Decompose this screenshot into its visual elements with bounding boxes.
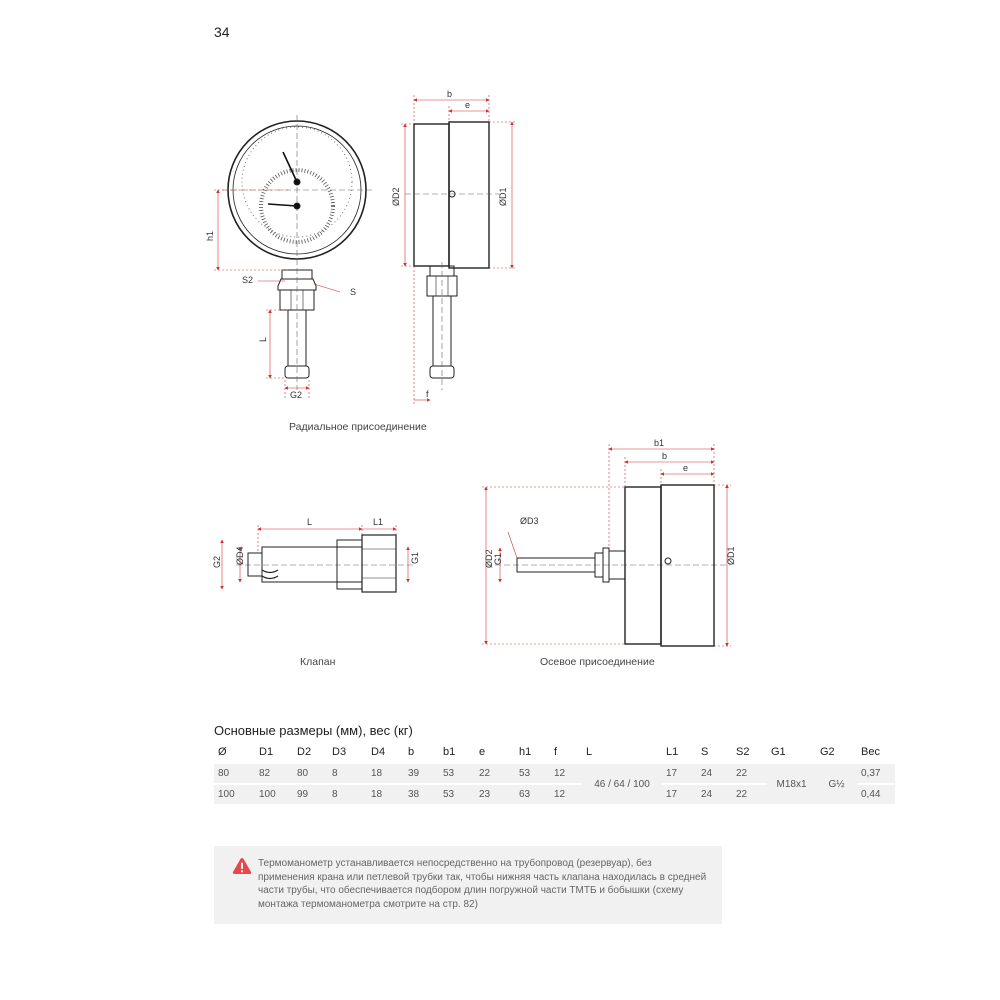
table-row bbox=[214, 764, 895, 783]
table-cell: 18 bbox=[367, 785, 404, 804]
col-header: S bbox=[701, 746, 709, 758]
label-valve-d4: ØD4 bbox=[235, 546, 245, 565]
table-cell: 53 bbox=[439, 764, 475, 783]
table-cell: 38 bbox=[404, 785, 439, 804]
table-cell: 53 bbox=[515, 764, 550, 783]
label-valve-l: L bbox=[307, 517, 313, 527]
page-number: 34 bbox=[214, 24, 230, 40]
table-cell: 53 bbox=[439, 785, 475, 804]
table-cell: 12 bbox=[550, 764, 582, 783]
label-b: b bbox=[447, 89, 453, 99]
col-header: G1 bbox=[771, 746, 786, 758]
table-cell: 22 bbox=[732, 764, 767, 783]
col-header: G2 bbox=[820, 746, 835, 758]
label-d2: ØD2 bbox=[391, 187, 401, 206]
label-axial-g1: G1 bbox=[493, 552, 503, 565]
caption-radial: Радиальное присоединение bbox=[289, 421, 427, 433]
label-axial-d1: ØD1 bbox=[726, 546, 736, 565]
table-cell: 17 bbox=[662, 785, 697, 804]
caption-axial: Осевое присоединение bbox=[540, 656, 655, 668]
warning-icon bbox=[232, 857, 252, 875]
table-cell: 12 bbox=[550, 785, 582, 804]
warning-note bbox=[214, 846, 722, 924]
table-cell: 17 bbox=[662, 764, 697, 783]
table-cell: 24 bbox=[697, 764, 732, 783]
col-header: Вес bbox=[861, 746, 880, 758]
label-valve-g2: G2 bbox=[212, 555, 222, 568]
label-h1: h1 bbox=[205, 230, 215, 241]
axial-dimensions bbox=[482, 444, 731, 646]
axial-view bbox=[486, 485, 730, 646]
label-axial-b1: b1 bbox=[654, 438, 665, 448]
col-header: h1 bbox=[519, 746, 532, 758]
radial-side-dimensions bbox=[401, 95, 516, 405]
col-header: S2 bbox=[736, 746, 750, 758]
label-valve-l1: L1 bbox=[373, 517, 384, 527]
label-f: f bbox=[426, 389, 429, 399]
label-axial-b: b bbox=[662, 451, 668, 461]
label-axial-d2: ØD2 bbox=[484, 549, 494, 568]
table-cell: 99 bbox=[293, 785, 328, 804]
col-header: e bbox=[479, 746, 486, 758]
table-cell: 22 bbox=[475, 764, 515, 783]
table-cell: 8 bbox=[328, 785, 367, 804]
col-header: D1 bbox=[259, 746, 274, 758]
table-cell: 80 bbox=[293, 764, 328, 783]
label-valve-g1: G1 bbox=[410, 551, 420, 564]
col-header: D2 bbox=[297, 746, 312, 758]
table-cell: 39 bbox=[404, 764, 439, 783]
table-cell: 80 bbox=[214, 764, 255, 783]
col-header: f bbox=[554, 746, 558, 758]
label-axial-e: e bbox=[683, 463, 689, 473]
col-header: b1 bbox=[443, 746, 456, 758]
valve-view bbox=[236, 535, 414, 592]
table-cell: 8 bbox=[328, 764, 367, 783]
table-cell: 100 bbox=[214, 785, 255, 804]
label-s2: S2 bbox=[242, 275, 254, 285]
col-header: L bbox=[586, 746, 593, 758]
col-header: D4 bbox=[371, 746, 386, 758]
label-g2: G2 bbox=[290, 390, 303, 400]
table-cell: 82 bbox=[255, 764, 293, 783]
table-cell: 23 bbox=[475, 785, 515, 804]
col-header: L1 bbox=[666, 746, 679, 758]
dimensions-table bbox=[214, 740, 895, 806]
table-cell-merged-g1: M18x1 bbox=[767, 764, 816, 804]
label-e: e bbox=[465, 100, 471, 110]
caption-valve: Клапан bbox=[300, 656, 336, 668]
table-title: Основные размеры (мм), вес (кг) bbox=[214, 723, 413, 738]
table-cell: 22 bbox=[732, 785, 767, 804]
col-header: b bbox=[408, 746, 415, 758]
table-cell: 24 bbox=[697, 785, 732, 804]
radial-front-view bbox=[222, 115, 372, 390]
label-axial-d3: ØD3 bbox=[520, 516, 539, 526]
radial-front-dimensions bbox=[214, 190, 340, 398]
table-cell-merged-l: 46 / 64 / 100 bbox=[582, 764, 662, 804]
label-l: L bbox=[258, 336, 268, 342]
table-header-row bbox=[214, 742, 895, 762]
table-cell-merged-g2: G½ bbox=[816, 764, 857, 804]
radial-side-view bbox=[405, 122, 500, 390]
col-header: D3 bbox=[332, 746, 347, 758]
table-cell: 18 bbox=[367, 764, 404, 783]
table-cell: 63 bbox=[515, 785, 550, 804]
label-d1: ØD1 bbox=[498, 187, 508, 206]
table-cell: 0,37 bbox=[857, 764, 895, 783]
warning-text: Термоманометр устанавливается непосредственно на трубопровод (резервуар), без применения крана или петлевой трубки так, чтобы нижняя часть клапана находилась в средней части трубы, что обеспечивается подбором длин погружной части ТМТБ и бобышки (схему монтажа термоманометра смотрите на стр. 82) bbox=[258, 858, 707, 910]
table-cell: 0,44 bbox=[857, 785, 895, 804]
col-header: Ø bbox=[218, 746, 227, 758]
table-cell: 100 bbox=[255, 785, 293, 804]
label-s: S bbox=[350, 287, 357, 297]
